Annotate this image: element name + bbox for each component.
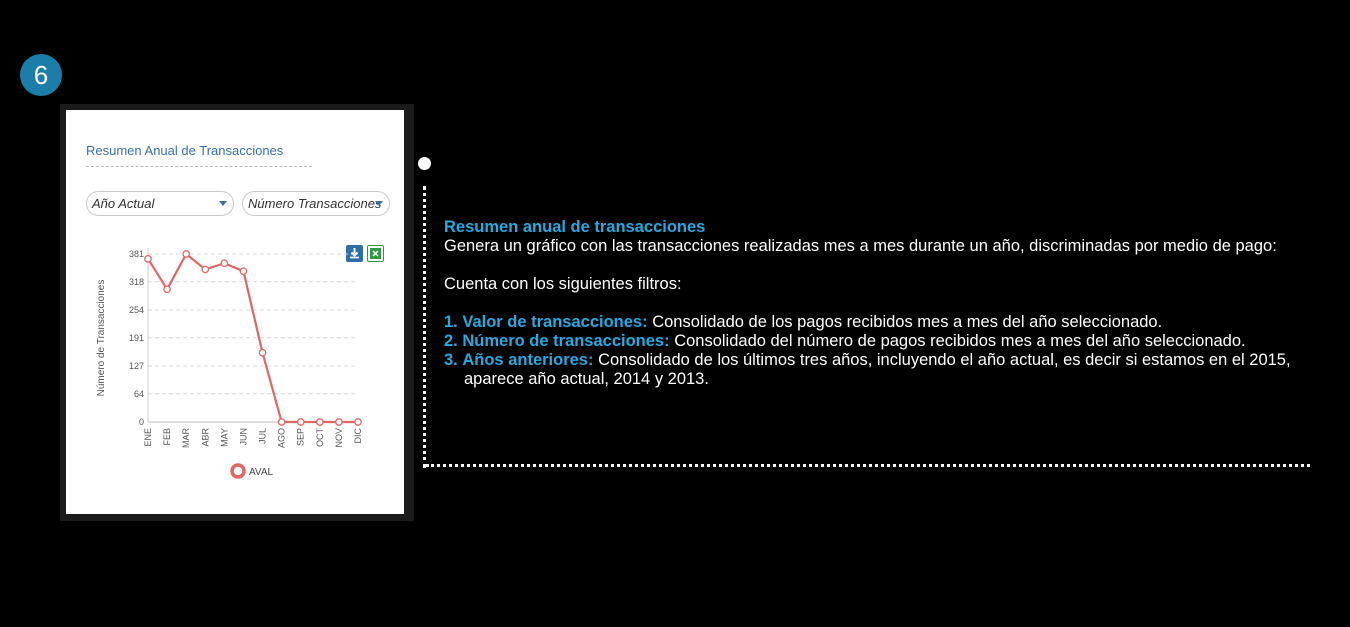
x-tick-label: ABR bbox=[200, 428, 211, 447]
filters-intro: Cuenta con los siguientes filtros: bbox=[444, 275, 682, 293]
legend-marker bbox=[232, 465, 244, 477]
widget-title: Resumen Anual de Transacciones bbox=[86, 143, 284, 158]
x-tick-label: JUL bbox=[257, 428, 268, 445]
transactions-line-chart bbox=[66, 110, 404, 514]
callout-vertical-dotted-line bbox=[423, 186, 426, 468]
y-tick-label: 254 bbox=[128, 305, 144, 315]
legend-label: AVAL bbox=[249, 467, 274, 478]
description-intro: Genera un gráfico con las transacciones realizadas mes a mes durante un año, discriminadas por medio de pago: bbox=[444, 237, 1277, 255]
filter-name: Valor de transacciones: bbox=[462, 313, 648, 331]
x-tick-label: OCT bbox=[314, 428, 325, 447]
filter-text: Consolidado de los últimos tres años, incluyendo el año actual, es decir si estamos en el 2015, aparece año actual, 2014 y 2013. bbox=[464, 351, 1291, 388]
x-tick-label: AGO bbox=[276, 428, 287, 449]
data-point bbox=[164, 286, 170, 292]
filter-number: 1. bbox=[444, 313, 458, 331]
data-point bbox=[240, 268, 246, 274]
callout-horizontal-dotted-line bbox=[426, 464, 1310, 467]
annual-summary-widget bbox=[66, 110, 404, 514]
description-heading: Resumen anual de transacciones bbox=[444, 218, 706, 236]
y-tick-label: 64 bbox=[133, 388, 144, 399]
data-point bbox=[259, 350, 265, 356]
data-point bbox=[278, 419, 284, 425]
y-tick-label: 381 bbox=[128, 249, 144, 259]
filter-item bbox=[444, 351, 1334, 389]
y-tick-label: 0 bbox=[138, 417, 144, 427]
x-tick-label: JUN bbox=[238, 428, 249, 446]
data-point bbox=[202, 266, 208, 272]
x-tick-label: MAR bbox=[181, 428, 192, 448]
filter-item bbox=[444, 313, 1334, 332]
callout-dot bbox=[418, 157, 431, 170]
filter-number: 3. bbox=[444, 351, 458, 369]
filter-item bbox=[444, 332, 1334, 351]
filter-number: 2. bbox=[444, 332, 458, 350]
y-axis-title: Número de Transacciones bbox=[96, 279, 107, 397]
y-tick-label: 127 bbox=[128, 361, 144, 371]
data-point bbox=[183, 251, 189, 257]
x-tick-label: FEB bbox=[162, 428, 173, 446]
x-tick-label: SEP bbox=[295, 428, 306, 447]
y-tick-label: 318 bbox=[128, 276, 144, 287]
data-point bbox=[298, 419, 304, 425]
x-tick-label: MAY bbox=[219, 428, 230, 447]
filter-name: Número de transacciones: bbox=[462, 332, 670, 350]
y-tick-label: 191 bbox=[128, 332, 144, 343]
x-tick-label: NOV bbox=[333, 428, 344, 448]
filter-name: Años anteriores: bbox=[462, 351, 594, 369]
data-point bbox=[317, 419, 323, 425]
data-point bbox=[336, 419, 342, 425]
feature-description bbox=[444, 218, 1334, 389]
filter-text: Consolidado del número de pagos recibidos mes a mes del año seleccionado. bbox=[674, 332, 1246, 350]
step-number-badge: 6 bbox=[20, 54, 62, 96]
metric-select-value: Número Transacciones bbox=[248, 196, 382, 211]
x-tick-label: ENE bbox=[143, 428, 153, 447]
data-point bbox=[145, 256, 151, 262]
data-point bbox=[355, 419, 361, 425]
data-point bbox=[221, 260, 227, 266]
filter-text: Consolidado de los pagos recibidos mes a mes del año seleccionado. bbox=[652, 313, 1163, 331]
year-select-value: Año Actual bbox=[92, 196, 155, 211]
x-tick-label: DIC bbox=[353, 428, 363, 444]
